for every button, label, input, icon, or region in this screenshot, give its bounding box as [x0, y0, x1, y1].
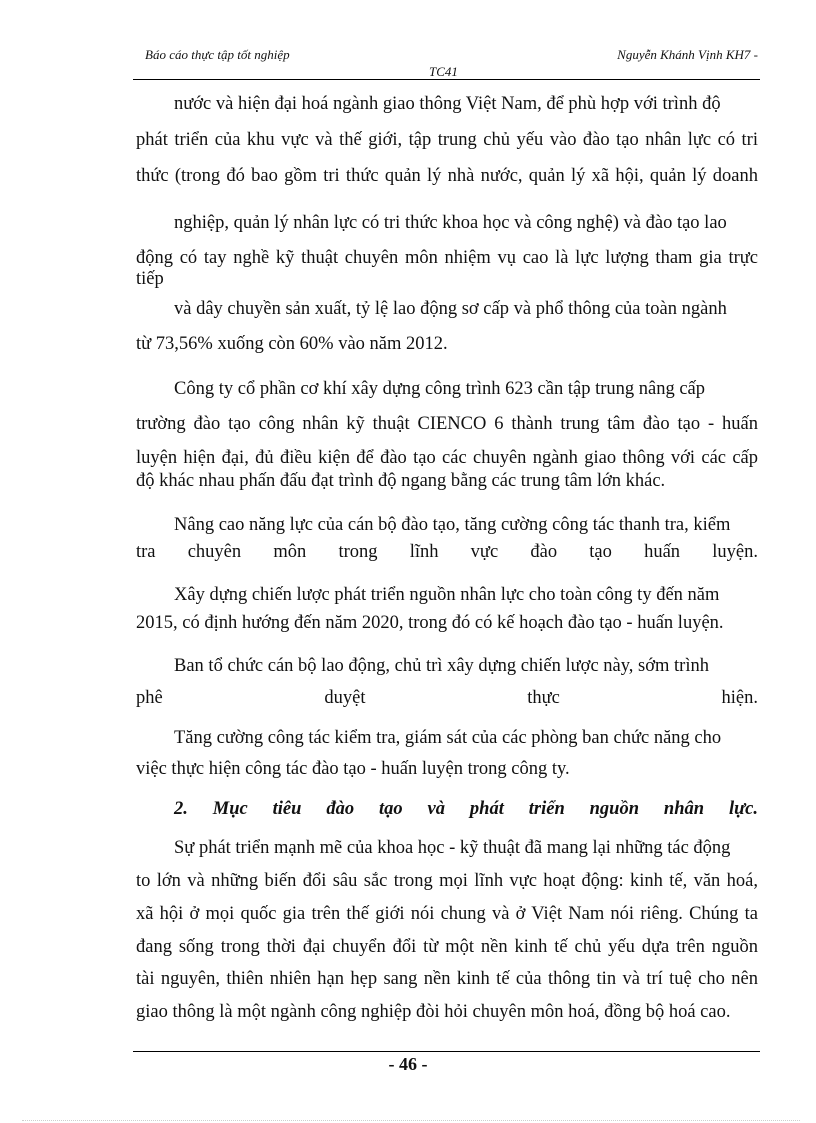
body-line: Xây dựng chiến lược phát triển nguồn nhân lực cho toàn công ty đến năm [174, 585, 720, 605]
body-line: to lớn và những biến đổi sâu sắc trong mọi lĩnh vực hoạt động: kinh tế, văn hoá, [136, 871, 758, 891]
body-line: thức (trong đó bao gồm tri thức quản lý nhà nước, quản lý xã hội, quản lý doanh [136, 166, 758, 186]
body-line: nghiệp, quản lý nhân lực có tri thức khoa học và công nghệ) và đào tạo lao [174, 213, 727, 233]
body-line: phát triển của khu vực và thế giới, tập trung chủ yếu vào đào tạo nhân lực có tri [136, 130, 758, 150]
body-line: và dây chuyền sản xuất, tỷ lệ lao động sơ cấp và phổ thông của toàn ngành [174, 299, 727, 319]
body-line: tra chuyên môn trong lĩnh vực đào tạo huấn luyện. [136, 542, 758, 562]
page-number: - 46 - [388, 1054, 428, 1074]
header-right-author: Nguyễn Khánh Vịnh KH7 - [617, 47, 758, 62]
header-class-code: TC41 [429, 64, 458, 79]
body-line: động có tay nghề kỹ thuật chuyên môn nhiệm vụ cao là lực lượng tham gia trực [136, 248, 758, 268]
body-line: giao thông là một ngành công nghiệp đòi hỏi chuyên môn hoá, đồng bộ hoá cao. [136, 1002, 731, 1022]
body-line: tiếp [136, 269, 164, 289]
body-line: nước và hiện đại hoá ngành giao thông Việt Nam, để phù hợp với trình độ [174, 94, 721, 114]
body-line: việc thực hiện công tác đào tạo - huấn luyện trong công ty. [136, 759, 570, 779]
body-line: đang sống trong thời đại chuyển đổi từ một nền kinh tế chủ yếu dựa trên nguồn [136, 937, 758, 957]
body-line: phê duyệt thực hiện. [136, 688, 758, 708]
header-left-title: Báo cáo thực tập tốt nghiệp [145, 47, 290, 62]
body-line: xã hội ở mọi quốc gia trên thế giới nói chung và ở Việt Nam nói riêng. Chúng ta [136, 904, 758, 924]
body-line: Nâng cao năng lực của cán bộ đào tạo, tăng cường công tác thanh tra, kiểm [174, 515, 731, 535]
body-line: tài nguyên, thiên nhiên hạn hẹp sang nền kinh tế của thông tin và trí tuệ cho nên [136, 969, 758, 989]
header-rule [133, 79, 760, 80]
body-line: Sự phát triển mạnh mẽ của khoa học - kỹ thuật đã mang lại những tác động [174, 838, 731, 858]
section-heading: 2. Mục tiêu đào tạo và phát triển nguồn nhân lực. [174, 799, 758, 819]
page-edge-divider [22, 1120, 800, 1121]
body-line: luyện hiện đại, đủ điều kiện để đào tạo các chuyên ngành giao thông với các cấp [136, 448, 758, 468]
body-line: từ 73,56% xuống còn 60% vào năm 2012. [136, 334, 448, 354]
body-line: trường đào tạo công nhân kỹ thuật CIENCO 6 thành trung tâm đào tạo - huấn [136, 414, 758, 434]
body-line: độ khác nhau phấn đấu đạt trình độ ngang bằng các trung tâm lớn khác. [136, 471, 666, 491]
body-line: Tăng cường công tác kiểm tra, giám sát của các phòng ban chức năng cho [174, 728, 722, 748]
footer-rule [133, 1051, 760, 1052]
body-line: 2015, có định hướng đến năm 2020, trong đó có kế hoạch đào tạo - huấn luyện. [136, 613, 724, 633]
body-line: Ban tổ chức cán bộ lao động, chủ trì xây dựng chiến lược này, sớm trình [174, 656, 709, 676]
body-line: Công ty cổ phần cơ khí xây dựng công trình 623 cần tập trung nâng cấp [174, 379, 706, 399]
